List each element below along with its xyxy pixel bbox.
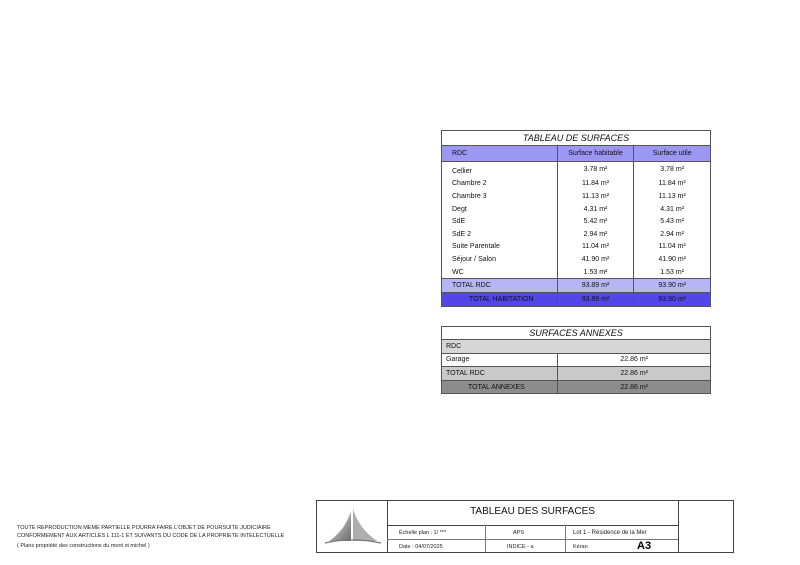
room-name: Chambre 3	[442, 190, 558, 203]
room-name: Degt	[442, 203, 558, 216]
total-habitation-habitable: 93.89 m²	[557, 293, 634, 307]
total-habitation-row	[442, 293, 711, 307]
notice-line-2: CONFORMEMENT AUX ARTICLES L 111-1 ET SUIVANTS DU CODE DE LA PROPRIETE INTELECTUELLE	[17, 533, 285, 539]
date-label: Date : 04/07/2025	[399, 544, 443, 550]
divider	[565, 525, 566, 552]
room-name: SdE 2	[442, 228, 558, 241]
annexes-section-rdc: RDC	[442, 340, 711, 354]
room-habitable: 4.31 m²	[557, 203, 634, 216]
header-habitable: Surface habitable	[557, 146, 634, 162]
total-habitation-label: TOTAL HABITATION	[442, 293, 558, 307]
table-row	[442, 266, 711, 279]
divider	[485, 525, 486, 552]
annexes-table-title: SURFACES ANNEXES	[442, 327, 711, 340]
room-name: Chambre 2	[442, 178, 558, 191]
room-habitable: 11.04 m²	[557, 241, 634, 254]
annex-name: Garage	[442, 353, 558, 367]
room-utile: 41.90 m²	[634, 253, 711, 266]
room-name: SdE	[442, 215, 558, 228]
table-row	[442, 353, 711, 367]
surfaces-header-row	[442, 146, 711, 162]
table-row	[442, 178, 711, 191]
room-name: Séjour / Salon	[442, 253, 558, 266]
copyright-notice	[17, 524, 307, 550]
room-habitable: 1.53 m²	[557, 266, 634, 279]
room-habitable: 11.13 m²	[557, 190, 634, 203]
table-row	[442, 162, 711, 178]
room-utile: 4.31 m²	[634, 203, 711, 216]
room-habitable: 41.90 m²	[557, 253, 634, 266]
room-utile: 5.43 m²	[634, 215, 711, 228]
total-rdc-label: TOTAL RDC	[442, 279, 558, 293]
annex-value: 22.86 m²	[557, 353, 710, 367]
room-habitable: 11.84 m²	[557, 178, 634, 191]
room-utile: 3.78 m²	[634, 162, 711, 178]
company-logo	[317, 501, 388, 552]
room-name: Cellier	[442, 162, 558, 178]
title-block-side	[678, 501, 735, 552]
author-label: Kéran	[573, 544, 588, 550]
room-habitable: 2.94 m²	[557, 228, 634, 241]
header-rdc: RDC	[442, 146, 558, 162]
annex-total-rdc-label: TOTAL RDC	[442, 367, 558, 381]
table-row	[442, 253, 711, 266]
annex-total-rdc-value: 22.86 m²	[557, 367, 710, 381]
room-habitable: 5.42 m²	[557, 215, 634, 228]
sail-logo-icon	[317, 501, 387, 552]
room-utile: 11.84 m²	[634, 178, 711, 191]
notice-line-3: ( Plans propriété des constructions du mont st michel )	[17, 543, 150, 549]
total-annexes-value: 22.86 m²	[557, 380, 710, 394]
room-utile: 2.94 m²	[634, 228, 711, 241]
room-utile: 11.04 m²	[634, 241, 711, 254]
scale-label: Échelle plan : 1/ ***	[399, 530, 447, 536]
drawing-title: TABLEAU DES SURFACES	[387, 501, 678, 526]
title-block	[316, 500, 734, 553]
table-row	[442, 190, 711, 203]
room-utile: 1.53 m²	[634, 266, 711, 279]
annex-total-rdc-row	[442, 367, 711, 381]
total-rdc-utile: 93.90 m²	[634, 279, 711, 293]
table-row	[442, 203, 711, 216]
table-row	[442, 215, 711, 228]
lot-label: Lot 1 - Résidence de la Mer	[573, 530, 647, 536]
room-name: WC	[442, 266, 558, 279]
total-annexes-label: TOTAL ANNEXES	[442, 380, 558, 394]
room-utile: 11.13 m²	[634, 190, 711, 203]
surfaces-table	[441, 130, 711, 307]
annexes-table	[441, 326, 711, 394]
total-annexes-row	[442, 380, 711, 394]
paper-format: A3	[637, 540, 652, 552]
surfaces-table-title: TABLEAU DE SURFACES	[442, 131, 711, 146]
header-utile: Surface utile	[634, 146, 711, 162]
room-habitable: 3.78 m²	[557, 162, 634, 178]
indice-label: INDICE - a	[507, 544, 534, 550]
phase-label: APS	[513, 530, 525, 536]
room-name: Suite Parentale	[442, 241, 558, 254]
table-row	[442, 241, 711, 254]
divider	[387, 539, 678, 540]
total-habitation-utile: 93.90 m²	[634, 293, 711, 307]
total-rdc-row	[442, 279, 711, 293]
notice-line-1: TOUTE REPRODUCTION MEME PARTIELLE POURRA FAIRE L'OBJET DE POURSUITE JUDICIAIRE	[17, 525, 271, 531]
table-row	[442, 228, 711, 241]
total-rdc-habitable: 93.89 m²	[557, 279, 634, 293]
